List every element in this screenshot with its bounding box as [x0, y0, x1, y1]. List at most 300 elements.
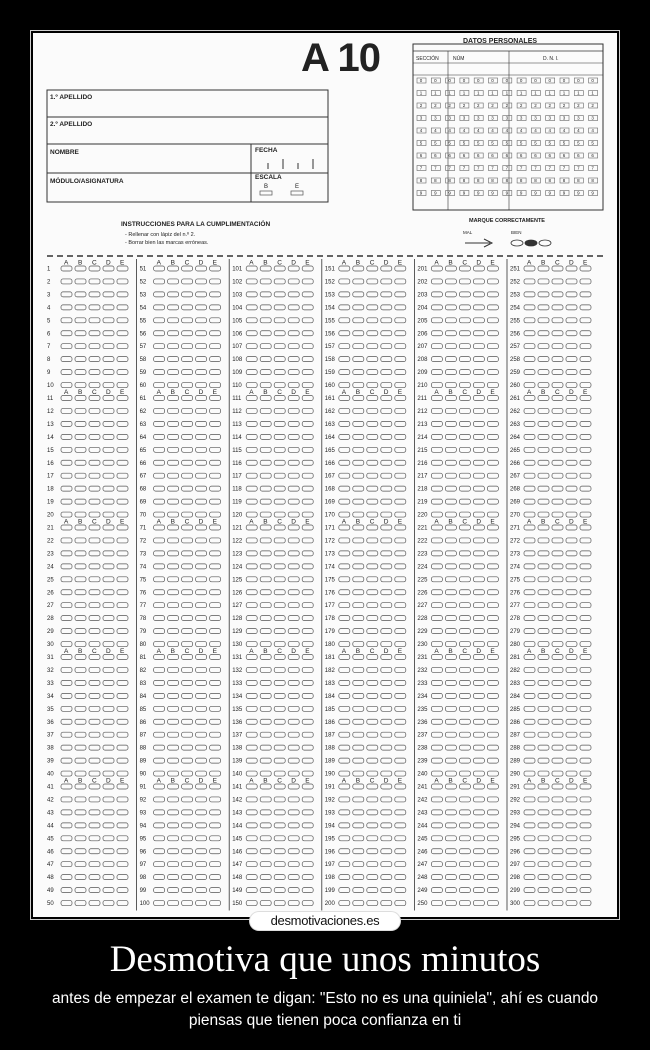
answer-bubble[interactable] [445, 551, 456, 556]
answer-bubble[interactable] [339, 655, 350, 660]
answer-bubble[interactable] [580, 577, 591, 582]
answer-bubble[interactable] [566, 797, 577, 802]
answer-bubble[interactable] [89, 875, 100, 880]
answer-bubble[interactable] [274, 629, 285, 634]
answer-bubble[interactable] [524, 421, 535, 426]
answer-bubble[interactable] [196, 590, 207, 595]
answer-bubble[interactable] [117, 434, 128, 439]
answer-bubble[interactable] [473, 564, 484, 569]
answer-bubble[interactable] [552, 577, 563, 582]
answer-bubble[interactable] [395, 642, 406, 647]
answer-bubble[interactable] [246, 447, 257, 452]
answer-bubble[interactable] [459, 888, 470, 893]
answer-bubble[interactable] [210, 318, 221, 323]
answer-bubble[interactable] [274, 888, 285, 893]
answer-bubble[interactable] [459, 538, 470, 543]
answer-bubble[interactable] [566, 875, 577, 880]
answer-bubble[interactable] [246, 745, 257, 750]
answer-bubble[interactable] [182, 590, 193, 595]
answer-bubble[interactable] [580, 434, 591, 439]
answer-bubble[interactable] [459, 706, 470, 711]
answer-bubble[interactable] [75, 680, 86, 685]
answer-bubble[interactable] [381, 603, 392, 608]
answer-bubble[interactable] [89, 629, 100, 634]
answer-bubble[interactable] [353, 473, 364, 478]
answer-bubble[interactable] [487, 499, 498, 504]
answer-bubble[interactable] [487, 616, 498, 621]
answer-bubble[interactable] [75, 732, 86, 737]
answer-bubble[interactable] [445, 331, 456, 336]
answer-bubble[interactable] [445, 642, 456, 647]
answer-bubble[interactable] [381, 797, 392, 802]
answer-bubble[interactable] [431, 357, 442, 362]
answer-bubble[interactable] [459, 473, 470, 478]
answer-bubble[interactable] [395, 745, 406, 750]
answer-bubble[interactable] [367, 719, 378, 724]
answer-bubble[interactable] [196, 421, 207, 426]
answer-bubble[interactable] [395, 331, 406, 336]
answer-bubble[interactable] [552, 473, 563, 478]
answer-bubble[interactable] [182, 292, 193, 297]
answer-bubble[interactable] [168, 745, 179, 750]
answer-bubble[interactable] [395, 901, 406, 906]
answer-bubble[interactable] [566, 292, 577, 297]
answer-bubble[interactable] [103, 305, 114, 310]
answer-bubble[interactable] [182, 719, 193, 724]
answer-bubble[interactable] [196, 667, 207, 672]
answer-bubble[interactable] [246, 538, 257, 543]
answer-bubble[interactable] [260, 460, 271, 465]
answer-bubble[interactable] [473, 823, 484, 828]
answer-bubble[interactable] [524, 370, 535, 375]
answer-bubble[interactable] [154, 434, 165, 439]
answer-bubble[interactable] [353, 421, 364, 426]
answer-bubble[interactable] [246, 305, 257, 310]
answer-bubble[interactable] [566, 551, 577, 556]
answer-bubble[interactable] [246, 396, 257, 401]
answer-bubble[interactable] [196, 551, 207, 556]
answer-bubble[interactable] [302, 590, 313, 595]
answer-bubble[interactable] [288, 629, 299, 634]
answer-bubble[interactable] [566, 460, 577, 465]
answer-bubble[interactable] [459, 421, 470, 426]
answer-bubble[interactable] [103, 344, 114, 349]
answer-bubble[interactable] [302, 279, 313, 284]
answer-bubble[interactable] [473, 551, 484, 556]
answer-bubble[interactable] [445, 318, 456, 323]
answer-bubble[interactable] [274, 538, 285, 543]
answer-bubble[interactable] [459, 305, 470, 310]
answer-bubble[interactable] [182, 279, 193, 284]
answer-bubble[interactable] [117, 667, 128, 672]
answer-bubble[interactable] [566, 447, 577, 452]
answer-bubble[interactable] [367, 810, 378, 815]
answer-bubble[interactable] [339, 266, 350, 271]
answer-bubble[interactable] [274, 357, 285, 362]
answer-bubble[interactable] [339, 318, 350, 323]
answer-bubble[interactable] [487, 525, 498, 530]
answer-bubble[interactable] [381, 823, 392, 828]
answer-bubble[interactable] [431, 758, 442, 763]
answer-bubble[interactable] [459, 836, 470, 841]
answer-bubble[interactable] [154, 357, 165, 362]
answer-bubble[interactable] [196, 357, 207, 362]
answer-bubble[interactable] [538, 525, 549, 530]
answer-bubble[interactable] [431, 693, 442, 698]
answer-bubble[interactable] [117, 318, 128, 323]
answer-bubble[interactable] [61, 305, 72, 310]
answer-bubble[interactable] [339, 538, 350, 543]
answer-bubble[interactable] [210, 797, 221, 802]
answer-bubble[interactable] [154, 655, 165, 660]
answer-bubble[interactable] [75, 331, 86, 336]
answer-bubble[interactable] [117, 564, 128, 569]
answer-bubble[interactable] [445, 370, 456, 375]
answer-bubble[interactable] [552, 875, 563, 880]
answer-bubble[interactable] [182, 667, 193, 672]
answer-bubble[interactable] [246, 499, 257, 504]
answer-bubble[interactable] [154, 331, 165, 336]
answer-bubble[interactable] [260, 357, 271, 362]
answer-bubble[interactable] [367, 590, 378, 595]
answer-bubble[interactable] [395, 564, 406, 569]
answer-bubble[interactable] [538, 745, 549, 750]
answer-bubble[interactable] [339, 512, 350, 517]
answer-bubble[interactable] [395, 408, 406, 413]
answer-bubble[interactable] [566, 318, 577, 323]
answer-bubble[interactable] [117, 266, 128, 271]
answer-bubble[interactable] [339, 305, 350, 310]
answer-bubble[interactable] [445, 849, 456, 854]
answer-bubble[interactable] [103, 512, 114, 517]
answer-bubble[interactable] [274, 344, 285, 349]
answer-bubble[interactable] [288, 421, 299, 426]
answer-bubble[interactable] [103, 266, 114, 271]
answer-bubble[interactable] [367, 525, 378, 530]
answer-bubble[interactable] [61, 849, 72, 854]
answer-bubble[interactable] [459, 745, 470, 750]
answer-bubble[interactable] [353, 719, 364, 724]
answer-bubble[interactable] [210, 706, 221, 711]
answer-bubble[interactable] [168, 551, 179, 556]
answer-bubble[interactable] [89, 823, 100, 828]
answer-bubble[interactable] [353, 538, 364, 543]
answer-bubble[interactable] [339, 383, 350, 388]
answer-bubble[interactable] [552, 771, 563, 776]
answer-bubble[interactable] [353, 771, 364, 776]
answer-bubble[interactable] [487, 305, 498, 310]
answer-bubble[interactable] [302, 849, 313, 854]
answer-bubble[interactable] [168, 655, 179, 660]
answer-bubble[interactable] [395, 266, 406, 271]
answer-bubble[interactable] [552, 901, 563, 906]
answer-bubble[interactable] [89, 577, 100, 582]
answer-bubble[interactable] [246, 279, 257, 284]
answer-bubble[interactable] [154, 447, 165, 452]
answer-bubble[interactable] [182, 460, 193, 465]
answer-bubble[interactable] [103, 525, 114, 530]
answer-bubble[interactable] [445, 434, 456, 439]
answer-bubble[interactable] [552, 888, 563, 893]
answer-bubble[interactable] [580, 292, 591, 297]
answer-bubble[interactable] [89, 784, 100, 789]
answer-bubble[interactable] [431, 473, 442, 478]
answer-bubble[interactable] [89, 862, 100, 867]
answer-bubble[interactable] [75, 512, 86, 517]
answer-bubble[interactable] [182, 901, 193, 906]
answer-bubble[interactable] [210, 331, 221, 336]
answer-bubble[interactable] [61, 745, 72, 750]
answer-bubble[interactable] [89, 292, 100, 297]
answer-bubble[interactable] [552, 383, 563, 388]
answer-bubble[interactable] [459, 810, 470, 815]
answer-bubble[interactable] [89, 797, 100, 802]
answer-bubble[interactable] [381, 460, 392, 465]
answer-bubble[interactable] [524, 823, 535, 828]
answer-bubble[interactable] [103, 629, 114, 634]
answer-bubble[interactable] [459, 525, 470, 530]
answer-bubble[interactable] [89, 383, 100, 388]
answer-bubble[interactable] [75, 383, 86, 388]
answer-bubble[interactable] [61, 344, 72, 349]
answer-bubble[interactable] [210, 383, 221, 388]
answer-bubble[interactable] [260, 655, 271, 660]
answer-bubble[interactable] [524, 849, 535, 854]
answer-bubble[interactable] [210, 344, 221, 349]
answer-bubble[interactable] [566, 784, 577, 789]
answer-bubble[interactable] [431, 797, 442, 802]
answer-bubble[interactable] [353, 875, 364, 880]
answer-bubble[interactable] [566, 421, 577, 426]
answer-bubble[interactable] [75, 590, 86, 595]
answer-bubble[interactable] [367, 344, 378, 349]
answer-bubble[interactable] [487, 901, 498, 906]
answer-bubble[interactable] [431, 849, 442, 854]
answer-bubble[interactable] [538, 875, 549, 880]
answer-bubble[interactable] [246, 421, 257, 426]
answer-bubble[interactable] [431, 434, 442, 439]
answer-bubble[interactable] [288, 745, 299, 750]
answer-bubble[interactable] [246, 680, 257, 685]
answer-bubble[interactable] [182, 862, 193, 867]
answer-bubble[interactable] [117, 538, 128, 543]
answer-bubble[interactable] [552, 357, 563, 362]
answer-bubble[interactable] [196, 408, 207, 413]
answer-bubble[interactable] [288, 525, 299, 530]
answer-bubble[interactable] [210, 460, 221, 465]
answer-bubble[interactable] [117, 719, 128, 724]
answer-bubble[interactable] [459, 732, 470, 737]
answer-bubble[interactable] [274, 810, 285, 815]
answer-bubble[interactable] [168, 642, 179, 647]
answer-bubble[interactable] [246, 810, 257, 815]
answer-bubble[interactable] [339, 875, 350, 880]
answer-bubble[interactable] [339, 642, 350, 647]
answer-bubble[interactable] [487, 693, 498, 698]
answer-bubble[interactable] [459, 512, 470, 517]
answer-bubble[interactable] [524, 512, 535, 517]
answer-bubble[interactable] [75, 292, 86, 297]
answer-bubble[interactable] [103, 771, 114, 776]
answer-bubble[interactable] [367, 460, 378, 465]
answer-bubble[interactable] [473, 875, 484, 880]
answer-bubble[interactable] [459, 862, 470, 867]
answer-bubble[interactable] [103, 875, 114, 880]
answer-bubble[interactable] [168, 266, 179, 271]
answer-bubble[interactable] [431, 590, 442, 595]
answer-bubble[interactable] [473, 862, 484, 867]
answer-bubble[interactable] [103, 590, 114, 595]
answer-bubble[interactable] [117, 836, 128, 841]
answer-bubble[interactable] [395, 836, 406, 841]
answer-bubble[interactable] [381, 551, 392, 556]
answer-bubble[interactable] [75, 357, 86, 362]
answer-bubble[interactable] [274, 279, 285, 284]
answer-bubble[interactable] [89, 616, 100, 621]
answer-bubble[interactable] [154, 888, 165, 893]
answer-bubble[interactable] [395, 706, 406, 711]
answer-bubble[interactable] [524, 680, 535, 685]
answer-bubble[interactable] [566, 862, 577, 867]
answer-bubble[interactable] [274, 512, 285, 517]
answer-bubble[interactable] [196, 745, 207, 750]
answer-bubble[interactable] [61, 888, 72, 893]
answer-bubble[interactable] [487, 797, 498, 802]
answer-bubble[interactable] [302, 305, 313, 310]
answer-bubble[interactable] [196, 538, 207, 543]
answer-bubble[interactable] [580, 693, 591, 698]
answer-bubble[interactable] [524, 629, 535, 634]
answer-bubble[interactable] [473, 888, 484, 893]
answer-bubble[interactable] [367, 888, 378, 893]
answer-bubble[interactable] [103, 888, 114, 893]
answer-bubble[interactable] [580, 408, 591, 413]
answer-bubble[interactable] [288, 460, 299, 465]
answer-bubble[interactable] [246, 642, 257, 647]
answer-bubble[interactable] [473, 771, 484, 776]
answer-bubble[interactable] [353, 706, 364, 711]
answer-bubble[interactable] [260, 590, 271, 595]
answer-bubble[interactable] [459, 901, 470, 906]
answer-bubble[interactable] [61, 823, 72, 828]
answer-bubble[interactable] [473, 758, 484, 763]
answer-bubble[interactable] [302, 266, 313, 271]
answer-bubble[interactable] [580, 421, 591, 426]
answer-bubble[interactable] [353, 512, 364, 517]
answer-bubble[interactable] [210, 849, 221, 854]
answer-bubble[interactable] [61, 408, 72, 413]
answer-bubble[interactable] [89, 901, 100, 906]
answer-bubble[interactable] [103, 318, 114, 323]
answer-bubble[interactable] [274, 331, 285, 336]
answer-bubble[interactable] [538, 460, 549, 465]
answer-bubble[interactable] [274, 421, 285, 426]
answer-bubble[interactable] [459, 460, 470, 465]
answer-bubble[interactable] [395, 719, 406, 724]
answer-bubble[interactable] [566, 616, 577, 621]
answer-bubble[interactable] [524, 408, 535, 413]
answer-bubble[interactable] [431, 888, 442, 893]
answer-bubble[interactable] [580, 706, 591, 711]
answer-bubble[interactable] [339, 706, 350, 711]
answer-bubble[interactable] [473, 616, 484, 621]
answer-bubble[interactable] [61, 525, 72, 530]
answer-bubble[interactable] [580, 305, 591, 310]
answer-bubble[interactable] [274, 460, 285, 465]
answer-bubble[interactable] [210, 564, 221, 569]
answer-bubble[interactable] [117, 629, 128, 634]
answer-bubble[interactable] [524, 862, 535, 867]
answer-bubble[interactable] [117, 693, 128, 698]
answer-bubble[interactable] [168, 616, 179, 621]
answer-bubble[interactable] [339, 396, 350, 401]
answer-bubble[interactable] [459, 771, 470, 776]
answer-bubble[interactable] [274, 836, 285, 841]
answer-bubble[interactable] [580, 357, 591, 362]
answer-bubble[interactable] [459, 693, 470, 698]
answer-bubble[interactable] [61, 875, 72, 880]
answer-bubble[interactable] [246, 577, 257, 582]
answer-bubble[interactable] [154, 680, 165, 685]
answer-bubble[interactable] [89, 771, 100, 776]
answer-bubble[interactable] [339, 447, 350, 452]
answer-bubble[interactable] [473, 901, 484, 906]
answer-bubble[interactable] [445, 447, 456, 452]
answer-bubble[interactable] [288, 823, 299, 828]
answer-bubble[interactable] [75, 551, 86, 556]
answer-bubble[interactable] [154, 836, 165, 841]
answer-bubble[interactable] [61, 331, 72, 336]
answer-bubble[interactable] [168, 305, 179, 310]
answer-bubble[interactable] [75, 642, 86, 647]
answer-bubble[interactable] [75, 693, 86, 698]
answer-bubble[interactable] [381, 719, 392, 724]
answer-bubble[interactable] [431, 370, 442, 375]
answer-bubble[interactable] [117, 603, 128, 608]
answer-bubble[interactable] [538, 590, 549, 595]
answer-bubble[interactable] [210, 888, 221, 893]
answer-bubble[interactable] [445, 784, 456, 789]
answer-bubble[interactable] [246, 629, 257, 634]
answer-bubble[interactable] [339, 577, 350, 582]
answer-bubble[interactable] [168, 797, 179, 802]
answer-bubble[interactable] [431, 447, 442, 452]
answer-bubble[interactable] [552, 862, 563, 867]
answer-bubble[interactable] [154, 564, 165, 569]
answer-bubble[interactable] [339, 331, 350, 336]
answer-bubble[interactable] [473, 719, 484, 724]
answer-bubble[interactable] [431, 823, 442, 828]
answer-bubble[interactable] [288, 849, 299, 854]
answer-bubble[interactable] [246, 292, 257, 297]
answer-bubble[interactable] [524, 318, 535, 323]
answer-bubble[interactable] [117, 305, 128, 310]
answer-bubble[interactable] [538, 292, 549, 297]
answer-bubble[interactable] [445, 279, 456, 284]
answer-bubble[interactable] [381, 680, 392, 685]
answer-bubble[interactable] [445, 706, 456, 711]
answer-bubble[interactable] [196, 810, 207, 815]
answer-bubble[interactable] [196, 266, 207, 271]
answer-bubble[interactable] [260, 771, 271, 776]
answer-bubble[interactable] [154, 486, 165, 491]
answer-bubble[interactable] [168, 888, 179, 893]
answer-bubble[interactable] [75, 577, 86, 582]
answer-bubble[interactable] [395, 577, 406, 582]
answer-bubble[interactable] [274, 732, 285, 737]
answer-bubble[interactable] [367, 357, 378, 362]
answer-bubble[interactable] [103, 849, 114, 854]
